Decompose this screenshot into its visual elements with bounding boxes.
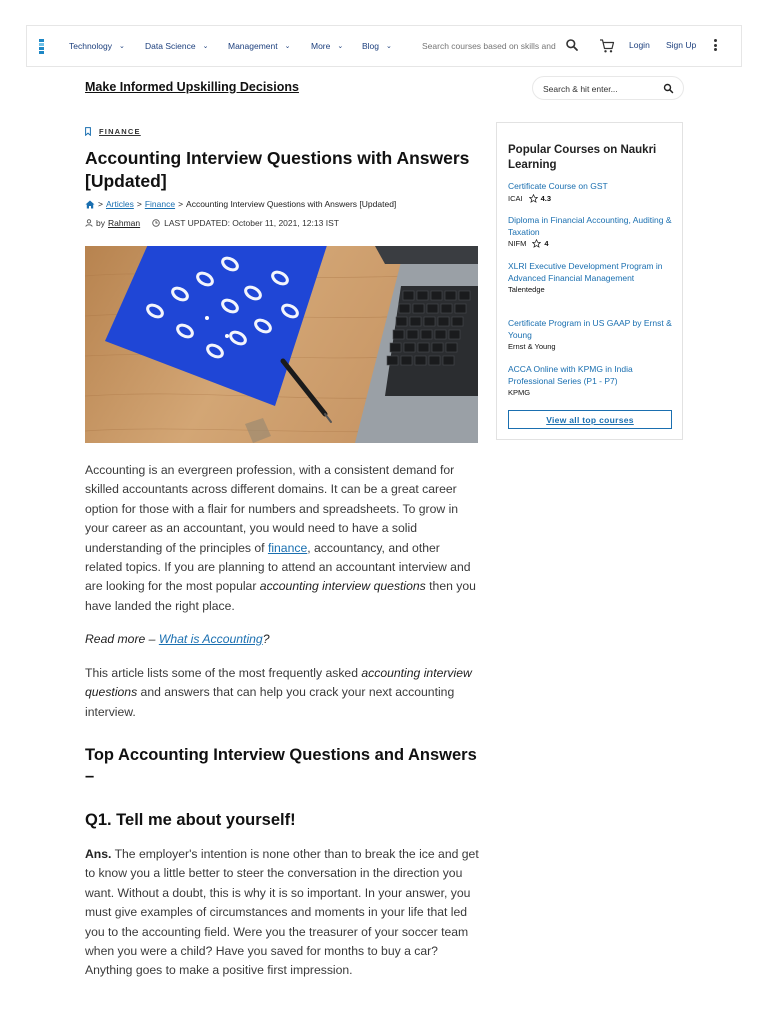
article-title: Accounting Interview Questions with Answers [Updated] [85,148,470,191]
intro-paragraph [85,461,480,616]
course-provider [508,285,676,294]
nav-item-blog[interactable] [362,41,392,51]
course-name-link[interactable]: XLRI Executive Development Program in Advanced Financial Management [508,261,663,283]
provider-name: NIFM [508,239,527,248]
provider-name: KPMG [508,388,531,397]
article-hero-image [85,246,478,443]
view-all-courses-button[interactable]: View all top courses [508,410,672,429]
course-item [508,318,676,351]
site-tagline[interactable]: Make Informed Upskilling Decisions [85,80,299,94]
course-provider [508,342,676,351]
kebab-menu-icon[interactable] [712,39,718,53]
category-label: FINANCE [99,127,141,136]
search-icon[interactable] [663,83,674,94]
nav-item-label: Data Science [145,41,196,51]
course-item [508,261,676,294]
chevron-down-icon: ⌄ [202,43,209,50]
text-span: Accounting is an evergreen profession, with a consistent demand for skilled accountants across different domains. It can be a great career option for those with a flair for numbers and spreadsheets. To grow in your career as an accountant, you would need to have a solid understanding of the principles of [85,463,459,555]
cart-icon[interactable] [599,38,615,54]
breadcrumb-current: Accounting Interview Questions with Answers [Updated] [186,199,397,209]
breadcrumb-separator: > [136,199,142,209]
chevron-down-icon: ⌄ [119,43,125,50]
top-navigation-bar [26,25,742,67]
nav-item-label: Blog [362,41,380,51]
signup-link[interactable]: Sign Up [666,40,697,50]
breadcrumb-separator: > [178,199,184,209]
course-rating: 4 [544,239,549,248]
login-link[interactable]: Login [629,40,650,50]
section-heading: Top Accounting Interview Questions and Answers – [85,746,477,785]
chevron-down-icon: ⌄ [386,43,392,50]
clock-icon [152,219,160,227]
breadcrumb-articles-link[interactable]: Articles [105,199,134,209]
nav-item-label: More [311,41,331,51]
hero-illustration [85,246,478,443]
course-provider [508,194,676,203]
text-span: The employer's intention is none other than to break the ice and get to know you a little better to steer the conversation in the direction you want. Without a doubt, this is why it is so important. In your answer, you must give examples of circumstances and moments in your life that led you to the accounting field. Were you the treasurer of your soccer team when you were a child? Have you saved for months to buy a car? Anything goes to make a positive first impression. [85,847,479,978]
nav-item-more[interactable] [311,41,343,51]
emphasis-text: accounting interview questions [85,666,472,700]
course-rating: 4.3 [540,193,552,203]
text-span: and answers that can help you crack your next accounting interview. [85,685,455,719]
sidebar-title: Popular Courses on Naukri Learning [508,144,657,171]
site-logo[interactable] [39,39,44,55]
course-item [508,181,676,203]
provider-name: Talentedge [508,285,545,294]
breadcrumb-separator: > [98,199,103,209]
search-icon[interactable] [565,38,579,52]
finance-link[interactable]: finance [267,540,308,555]
provider-name: Ernst & Young [508,342,556,351]
course-name-link[interactable]: ACCA Online with KPMG in India Professional Series (P1 - P7) [508,364,633,386]
last-updated-text: LAST UPDATED: October 11, 2021, 12:13 IST [164,218,339,228]
course-provider [508,239,676,248]
user-icon [85,219,93,227]
site-search-box [532,76,684,100]
author-prefix: by [96,218,105,228]
read-more-paragraph [85,630,480,649]
what-is-accounting-link[interactable]: What is Accounting [158,632,263,646]
star-icon [529,194,538,203]
text-span: then you have landed the right place. [85,579,476,613]
answer-label: Ans. [85,847,112,861]
text-span: , accountancy, and other related topics. If you are planning to attend an accountant interview and are looking for the most popular [85,540,471,594]
course-provider [508,388,676,397]
nav-item-label: Technology [69,41,113,51]
provider-name: ICAI [508,193,523,203]
article-scope-paragraph [85,664,480,722]
popular-courses-sidebar [496,122,683,440]
nav-item-technology[interactable] [69,41,125,51]
article-meta [85,218,339,228]
course-item [508,364,676,397]
nav-item-management[interactable] [228,41,291,51]
home-icon[interactable] [85,200,95,209]
category-tag[interactable] [85,127,141,136]
star-icon [532,239,541,248]
nav-item-data-science[interactable] [145,41,208,51]
course-name-link[interactable]: Certificate Program in US GAAP by Ernst & Young [508,318,672,340]
course-search-input[interactable] [422,41,557,51]
text-span: This article lists some of the most frequently asked [85,666,362,680]
chevron-down-icon: ⌄ [284,43,291,50]
text-span: ? [262,632,270,646]
course-name-link[interactable]: Certificate Course on GST [508,181,608,191]
answer-paragraph [85,845,480,981]
course-name-link[interactable]: Diploma in Financial Accounting, Auditing & Taxation [508,215,672,237]
bookmark-icon [85,127,91,136]
emphasis-text: accounting interview questions [259,579,426,594]
author-link[interactable]: Rahman [107,218,141,228]
breadcrumb-finance-link[interactable]: Finance [144,199,176,209]
question-heading: Q1. Tell me about yourself! [85,811,296,829]
site-search-input[interactable] [543,82,653,95]
course-item [508,215,676,248]
last-updated [152,218,339,228]
text-span: Read more – [85,632,159,646]
breadcrumb [85,199,396,209]
nav-item-label: Management [228,41,278,51]
chevron-down-icon: ⌄ [337,43,344,50]
